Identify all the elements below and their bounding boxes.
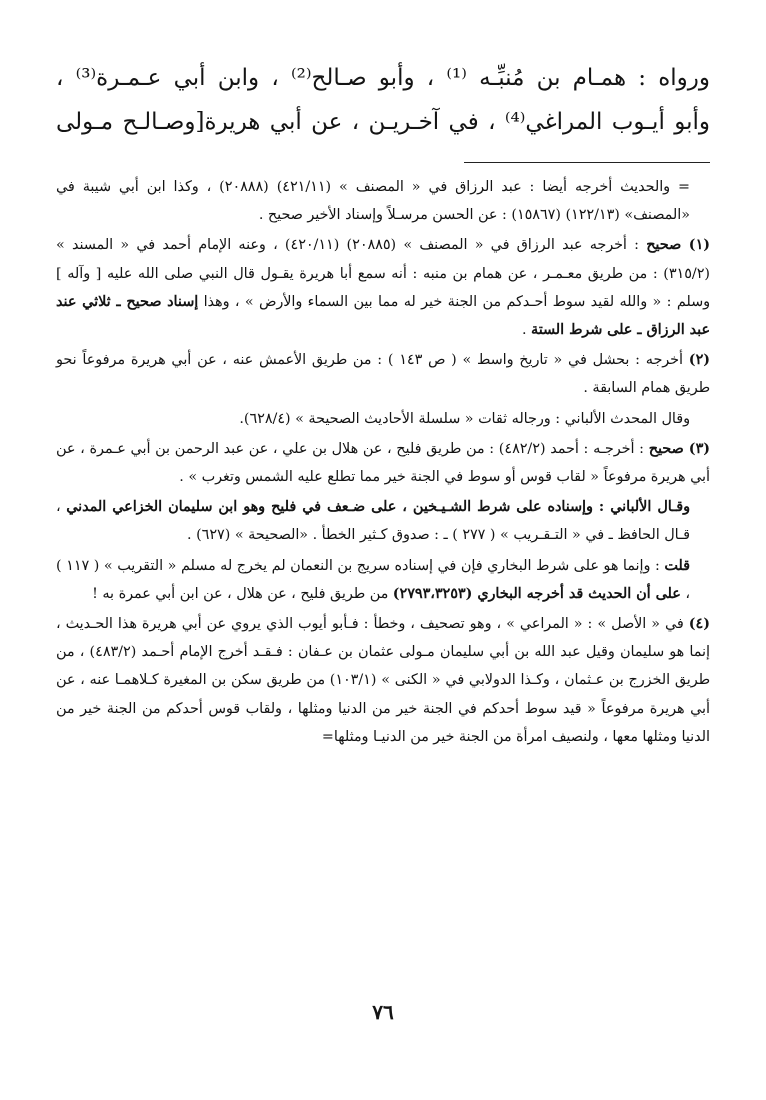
footnote-3-text: : أخرجـه : أحمد (٤٨٢/٢) : من طريق فليح ، عن هلال بن علي ، عن عبد الرحمن بن أبي عـمرة ، عن أبي هريرة مرفوعاً « لقاب قوس أو سوط في الجنة خير مما تطلع عليه الشمس وتغرب » . — [56, 440, 710, 486]
footnote-2 — [56, 346, 710, 402]
footnote-3 — [56, 435, 710, 491]
footnote-3-albani-rest: ، قـال الحافظ ـ في « التـقـريب » ( ٢٧٧ ) ـ : صدوق كـثير الخطأ . «الصحيحة » (٦٢٧) . — [56, 499, 690, 544]
footnote-1-bold: إسناد صحيح ـ ثلاثي عند عبد الرزاق ـ على شرط الستة — [56, 293, 710, 339]
continuation-text: = والحديث أخرجه أيضا : عبد الرزاق في « المصنف » (٤٢١/١١) (٢٠٨٨٨) ، وكذا ابن أبي شيبة في «المصنف» (١٢٢/١٣) (١٥٨٦٧) : عن الحسن مرسـلاً وإسناد الأخير صحيح . — [56, 179, 691, 224]
footnote-2-note — [56, 405, 710, 433]
footnote-3-albani — [56, 493, 710, 549]
footnote-3-qult-a: : وإنما هو على شرط البخاري فإن في إسناده سريج بن النعمان لم يخرج له مسلم « التقريب » ( ١١٧ ) ، — [56, 557, 690, 602]
footnote-separator — [464, 162, 710, 163]
footnote-4 — [56, 610, 710, 751]
footnote-continuation — [56, 173, 710, 229]
footnote-4-label: (٤) — [688, 616, 710, 633]
footnote-3-qult — [56, 552, 710, 608]
footnote-1-text-b: . — [521, 322, 527, 339]
footnote-3-label: (٣) صحيح — [648, 440, 711, 457]
footnote-3-qult-label: قلت — [664, 557, 690, 574]
footnote-2-label: (٢) — [688, 352, 711, 369]
footnote-3-qult-bold: على أن الحديث قد أخرجه البخاري (٢٧٩٣،٣٢٥٣) — [392, 585, 681, 602]
footnote-1 — [56, 231, 710, 344]
page-number: ٧٦ — [372, 1000, 394, 1024]
footnote-4-text: في « الأصل » : « المراعي » ، وهو تصحيف ، وخطأ : فـأبو أيوب الذي يروي عن أبي هريرة هذا الحـديث ، إنما هو سليمان وقيل عبد الله بن أبي سليمان مـولى عثمان بن عـفان : فـقـد أخرج الإمام أحـمد (٤٨٣/٢) ، من طريق الخزرج بن عـثمان ، وكـذا الدولابي في « الكنى » (١٠٣/١) من طريق سكن بن المغيرة كـلاهمـا عنه ، عن أبي هريرة مرفوعاً « قيد سوط أحدكم في الجنة خير من الدنيا ومثلها ، ولقاب قوس أحدكم من الجنة خير من الدنيا ومثلها معها ، ولنصيف امرأة من الجنة خير من الدنيـا ومثلها= — [56, 616, 710, 745]
main-text-line-1: ورواه : همـام بن مُنبِّـه ⁽¹⁾ ، وأبو صـالح⁽²⁾ ، وابن أبي عـمـرة⁽³⁾ ، — [56, 65, 710, 91]
footnote-2-note-text: وقال المحدث الألباني : ورجاله ثقات « سلسلة الأحاديث الصحيحة » (٦٢٨/٤). — [239, 410, 690, 427]
footnote-3-albani-bold: وقـال الألباني : وإسناده على شرط الشـيـخين ، على ضـعف في فليح وهو ابن سليمان الخزاعي المدني — [66, 499, 690, 516]
footnote-2-text: أخرجه : بحشل في « تاريخ واسط » ( ص ١٤٣ ) : من طريق الأعمش عنه ، عن أبي هريرة مرفوعاً نحو طريق همام السابقة . — [56, 352, 710, 397]
document-page — [56, 56, 710, 1060]
main-text-line-2: وأبو أيـوب المراغي⁽⁴⁾ ، في آخـريـن ، عن أبي هريرة[وصـالـح مـولى — [56, 109, 710, 135]
footnote-1-label: (١) صحيح — [646, 237, 711, 254]
footnote-1-text-a: : أخرجه عبد الرزاق في « المصنف » (٢٠٨٨٥) (٤٢٠/١١) ، وعنه الإمام أحمد في « المسند » (٣١٥/٢) : من طريق معـمـر ، عن همام بن منبه : أنه سمع أبا هريرة يقـول قال النبي صلى الله عليه [ وآله ] وسلم : « والله لقيد سوط أحـدكم من الجنة خير له مما بين السماء والأرض » ، وهذا — [56, 237, 710, 310]
footnote-3-qult-b: من طريق فليح ، عن هلال ، عن ابن أبي عمرة به ! — [92, 585, 389, 602]
